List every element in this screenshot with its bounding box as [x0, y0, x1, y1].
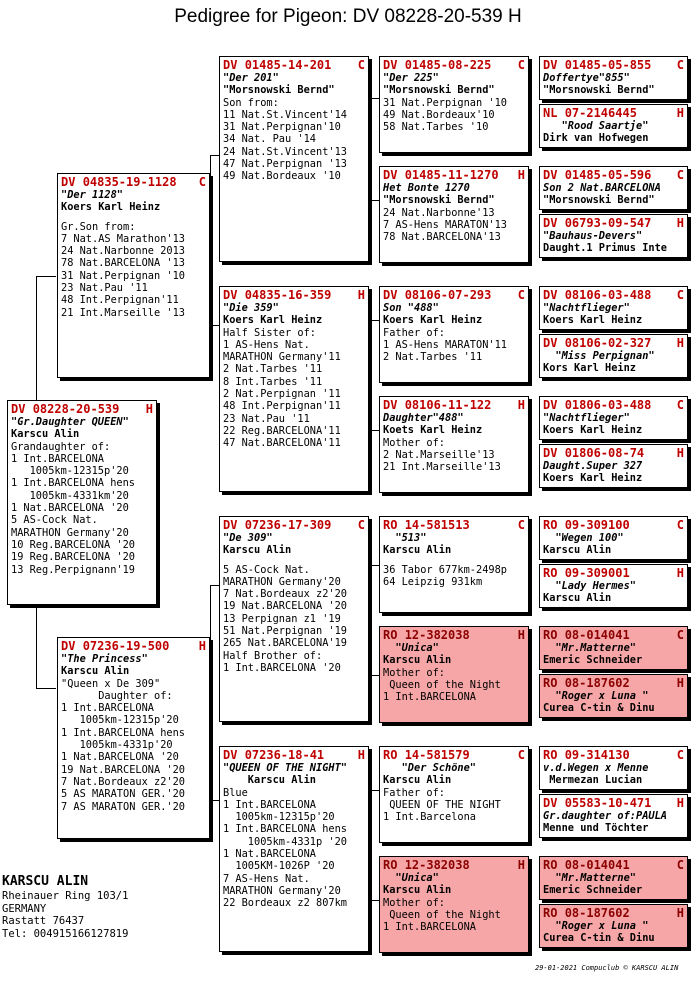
pigeon-card-ggp-5[interactable]	[379, 516, 529, 613]
connector-line	[370, 320, 379, 321]
ring-number: DV 04835-19-1128 C	[61, 175, 206, 189]
pigeon-name: "Miss Perpignan"	[543, 350, 655, 362]
pigeon-owner: Karscu Alin	[223, 774, 316, 787]
pigeon-owner: Karscu Alin	[383, 654, 452, 667]
connector-line	[210, 585, 211, 800]
ring-number: RO 08-187602 H	[543, 906, 684, 920]
pigeon-results: 24 Nat.Narbonne'13 7 AS-Hens MARATON'13 78 Nat.BARCELONA'13	[383, 206, 507, 244]
ring-number: DV 08106-11-122 H	[383, 398, 525, 412]
connector-line	[370, 430, 379, 431]
pigeon-card-gggp-3[interactable]	[539, 166, 688, 210]
pigeon-card-sire-dam[interactable]	[219, 286, 369, 492]
pigeon-name: Doffertye"855"	[543, 72, 630, 84]
connector-line	[210, 155, 219, 156]
pigeon-owner: Koers Karl Heinz	[383, 314, 483, 327]
pigeon-results: Father of: QUEEN OF THE NIGHT 1 Int.Barcelona	[383, 786, 501, 824]
pigeon-owner: Karscu Alin	[383, 774, 452, 787]
breeder-street: Rheinauer Ring 103/1	[2, 890, 129, 902]
connector-line	[370, 98, 371, 200]
pigeon-card-gggp-11[interactable]	[539, 626, 688, 670]
pigeon-name: "Der 1128"	[61, 189, 123, 201]
pigeon-name: Son "488"	[383, 302, 439, 314]
pigeon-card-ggp-4[interactable]	[379, 396, 529, 493]
pigeon-card-gggp-8[interactable]	[539, 444, 688, 488]
pigeon-card-gggp-6[interactable]	[539, 334, 688, 378]
pigeon-name: Daught.Super 327	[543, 460, 643, 472]
pigeon-owner: Mermezan Lucian	[543, 774, 643, 787]
ring-number: DV 05583-10-471 H	[543, 796, 684, 810]
pigeon-owner: Karscu Alin	[61, 665, 130, 678]
pigeon-name: "Der 225"	[383, 72, 439, 84]
pigeon-name: "Lady Hermes"	[543, 580, 636, 592]
connector-line	[36, 276, 37, 402]
pigeon-card-dam-sire[interactable]	[219, 516, 369, 722]
ring-number: RO 08-187602 H	[543, 676, 684, 690]
pigeon-card-gggp-4[interactable]	[539, 214, 688, 258]
breeder-country: GERMANY	[2, 902, 47, 915]
connector-line	[210, 585, 219, 586]
connector-line	[36, 604, 37, 688]
pigeon-name: "513"	[383, 532, 427, 544]
ring-number: DV 08106-03-488 C	[543, 288, 684, 302]
pigeon-name: "Nachtflieger"	[543, 302, 630, 314]
ring-number: DV 01485-11-1270 H	[383, 168, 525, 182]
pigeon-name: "Gr.Daughter QUEEN"	[11, 416, 129, 428]
pigeon-results: Father of: 1 AS-Hens MARATON'11 2 Nat.Tarbes '11	[383, 326, 507, 364]
pigeon-results: Mother of: Queen of the Night 1 Int.BARCELONA	[383, 896, 501, 934]
pigeon-owner: Koers Karl Heinz	[543, 472, 643, 485]
ring-number: RO 08-014041 C	[543, 858, 684, 872]
ring-number: DV 07236-17-309 C	[223, 518, 365, 532]
pigeon-owner: Curea C-tin & Dinu	[543, 702, 655, 715]
ring-number: DV 07236-18-41 H	[223, 748, 365, 762]
pigeon-owner: Koers Karl Heinz	[543, 424, 643, 437]
connector-line	[370, 790, 379, 791]
page-title: Pedigree for Pigeon: DV 08228-20-539 H	[174, 6, 522, 27]
pigeon-owner: Koers Karl Heinz	[61, 201, 161, 214]
ring-number: DV 08228-20-539 H	[11, 402, 153, 416]
pigeon-card-gggp-5[interactable]	[539, 286, 688, 330]
pigeon-name: "Unica"	[383, 872, 439, 884]
pigeon-card-gggp-2[interactable]	[539, 104, 688, 148]
pigeon-owner: Karscu Alin	[11, 428, 80, 441]
ring-number: DV 06793-09-547 H	[543, 216, 684, 230]
pigeon-name: Son 2 Nat.BARCELONA	[543, 182, 661, 194]
ring-number: DV 04835-16-359 H	[223, 288, 365, 302]
pigeon-name: "Roger x Luna "	[543, 920, 649, 932]
pigeon-card-ggp-1[interactable]	[379, 56, 529, 153]
ring-number: RO 08-014041 C	[543, 628, 684, 642]
ring-number: DV 08106-07-293 C	[383, 288, 525, 302]
ring-number: DV 01485-05-855 C	[543, 58, 684, 72]
pigeon-name: "Rood Saartje"	[543, 120, 649, 132]
pigeon-card-subject[interactable]	[7, 400, 157, 605]
pigeon-card-gggp-16[interactable]	[539, 904, 688, 948]
pigeon-card-sire[interactable]	[57, 173, 210, 378]
ring-number: RO 09-314130 C	[543, 748, 684, 762]
pigeon-name: "De 309"	[223, 532, 273, 544]
breeder-phone: Tel: 004915166127819	[2, 927, 129, 940]
pigeon-results: Half Sister of: 1 AS-Hens Nat. MARATHON Germany'11 2 Nat.Tarbes '11 8 Int.Tarbes '11 2 Nat.Perpignan '11 48 Int.Perpignan'11 23 Nat.Pau '11 22 Reg.BARCELONA'11 47 Nat.BARCELONA'11	[223, 326, 341, 450]
connector-line	[370, 200, 379, 201]
ring-number: RO 14-581513 C	[383, 518, 525, 532]
pigeon-card-gggp-9[interactable]	[539, 516, 688, 560]
pigeon-name: "QUEEN OF THE NIGHT"	[223, 762, 347, 774]
pigeon-owner: Koets Karl Heinz	[383, 424, 483, 437]
pigeon-owner: Dirk van Hofwegen	[543, 132, 649, 145]
pigeon-owner: "Morsnowski Bernd"	[543, 84, 655, 97]
pigeon-name: "Die 359"	[223, 302, 279, 314]
ring-number: RO 12-382038 H	[383, 858, 525, 872]
ring-number: DV 01806-03-488 C	[543, 398, 684, 412]
pigeon-card-ggp-3[interactable]	[379, 286, 529, 383]
connector-line	[210, 155, 211, 325]
pigeon-card-dam-dam[interactable]	[219, 746, 369, 952]
pigeon-owner: Karscu Alin	[543, 544, 612, 557]
pigeon-name: "Roger x Luna "	[543, 690, 649, 702]
pigeon-name: "Der Schöne"	[383, 762, 476, 774]
pigeon-owner: Daught.1 Primus Inte	[543, 242, 667, 255]
pigeon-owner: Emeric Schneider	[543, 654, 643, 667]
connector-line	[370, 565, 379, 566]
pigeon-name: Gr.daughter of:PAULA	[543, 810, 667, 822]
pigeon-results: "Queen x De 309" Daughter of: 1 Int.BARCELONA 1005km-12315p'20 1 Int.BARCELONA hens 1005km-4331p'20 1 Nat.BARCELONA '20 19 Nat.BARCELONA '20 7 Nat.Bordeaux z2'20 5 AS MARATON GER.'20 7 AS MARATON GER.'20	[61, 677, 185, 813]
pigeon-owner: Koers Karl Heinz	[223, 314, 323, 327]
connector-line	[370, 675, 379, 676]
pigeon-card-gggp-14[interactable]	[539, 794, 688, 838]
ring-number: DV 01485-14-201 C	[223, 58, 365, 72]
connector-line	[370, 900, 379, 901]
pigeon-results: Mother of: Queen of the Night 1 Int.BARCELONA	[383, 666, 501, 704]
pigeon-results: Mother of: 2 Nat.Marseille'13 21 Int.Marseille'13	[383, 436, 501, 474]
pigeon-name: "Unica"	[383, 642, 439, 654]
pigeon-owner: Kors Karl Heinz	[543, 362, 636, 375]
footer-credit: 29-01-2021 Compuclub © KARSCU ALIN	[535, 964, 679, 972]
pigeon-owner: Curea C-tin & Dinu	[543, 932, 655, 945]
pigeon-owner: Koers Karl Heinz	[543, 314, 643, 327]
pigeon-name: Het Bonte 1270	[383, 182, 470, 194]
pigeon-owner: "Morsnowski Bernd"	[383, 194, 495, 207]
pigeon-owner: "Morsnowski Bernd"	[383, 84, 495, 97]
pigeon-name: "Nachtflieger"	[543, 412, 630, 424]
connector-line	[370, 790, 371, 900]
ring-number: RO 09-309100 C	[543, 518, 684, 532]
pigeon-name: "Mr.Matterne"	[543, 872, 636, 884]
connector-line	[370, 320, 371, 430]
pigeon-name: v.d.Wegen x Menne	[543, 762, 649, 774]
pigeon-name: Daughter"488"	[383, 412, 464, 424]
pigeon-results: Gr.Son from: 7 Nat.AS Marathon'13 24 Nat.Narbonne 2013 78 Nat.BARCELONA '13 31 Nat.Perpignan '10 23 Nat.Pau '11 48 Int.Perpignan'11 21 Int.Marseille '13	[61, 220, 185, 319]
pigeon-owner: Karscu Alin	[543, 592, 612, 605]
pigeon-card-dam[interactable]	[57, 637, 210, 839]
ring-number: RO 09-309001 H	[543, 566, 684, 580]
pigeon-name: "Wegen 100"	[543, 532, 624, 544]
breeder-name: KARSCU ALIN	[2, 874, 89, 889]
pigeon-results: 36 Tabor 677km-2498p 64 Leipzig 931km	[383, 563, 507, 588]
breeder-address	[2, 873, 128, 940]
pigeon-owner: Menne und Töchter	[543, 822, 649, 835]
connector-line	[210, 800, 219, 801]
pigeon-results: Blue 1 Int.BARCELONA 1005km-12315p'20 1 Int.BARCELONA hens 1005km-4331p '20 1 Nat.BARCELONA 1005KM-1026P '20 7 AS-Hens Nat. MARATHON Germany'20 22 Bordeaux z2 807km	[223, 786, 347, 910]
ring-number: DV 01485-05-596 C	[543, 168, 684, 182]
connector-line	[36, 688, 56, 689]
pigeon-results: Grandaughter of: 1 Int.BARCELONA 1005km-12315p'20 1 Int.BARCELONA hens 1005km-4331km'20 1 Nat.BARCELONA '20 5 AS-Cock Nat. MARATHON Germany'20 10 Reg.BARCELONA '20 19 Reg.BARCELONA '20 13 Reg.Perpignann'19	[11, 440, 135, 576]
pigeon-card-ggp-7[interactable]	[379, 746, 529, 843]
ring-number: RO 12-382038 H	[383, 628, 525, 642]
pigeon-card-gggp-10[interactable]	[539, 564, 688, 608]
pigeon-results: 31 Nat.Perpignan '10 49 Nat.Bordeaux'10 58 Nat.Tarbes '10	[383, 96, 507, 134]
connector-line	[370, 565, 371, 675]
pigeon-results: 5 AS-Cock Nat. MARATHON Germany'20 7 Nat.Bordeaux z2'20 19 Nat.BARCELONA '20 13 Perpignan z1 '19 51 Nat.Perpignan '19 265 Nat.BARCELONA'19 Half Brother of: 1 Int.BARCELONA '20	[223, 563, 347, 674]
pigeon-results: Son from: 11 Nat.St.Vincent'14 31 Nat.Perpignan'10 34 Nat. Pau '14 24 Nat.St.Vincent'13 47 Nat.Perpignan '13 49 Nat.Bordeaux '10	[223, 96, 347, 183]
pigeon-card-ggp-8[interactable]	[379, 856, 529, 953]
ring-number: DV 01485-08-225 C	[383, 58, 525, 72]
breeder-city: Rastatt 76437	[2, 915, 85, 927]
pigeon-owner: Karscu Alin	[223, 544, 292, 557]
pigeon-owner: "Morsnowski Bernd"	[543, 194, 655, 207]
pigeon-card-ggp-6[interactable]	[379, 626, 529, 723]
ring-number: RO 14-581579 C	[383, 748, 525, 762]
pigeon-card-gggp-15[interactable]	[539, 856, 688, 900]
ring-number: DV 07236-19-500 H	[61, 639, 206, 653]
pigeon-owner: "Morsnowski Bernd"	[223, 84, 335, 97]
connector-line	[210, 325, 219, 326]
pigeon-owner: Emeric Schneider	[543, 884, 643, 897]
connector-line	[370, 98, 379, 99]
pigeon-owner: Karscu Alin	[383, 884, 452, 897]
pigeon-card-gggp-7[interactable]	[539, 396, 688, 440]
pigeon-card-ggp-2[interactable]	[379, 166, 529, 263]
pigeon-name: "The Princess"	[61, 653, 148, 665]
connector-line	[36, 276, 56, 277]
pigeon-card-gggp-12[interactable]	[539, 674, 688, 718]
ring-number: DV 01806-08-74 H	[543, 446, 684, 460]
pigeon-card-sire-sire[interactable]	[219, 56, 369, 262]
pigeon-card-gggp-1[interactable]	[539, 56, 688, 100]
ring-number: DV 08106-02-327 H	[543, 336, 684, 350]
pigeon-owner: Karscu Alin	[383, 544, 452, 557]
ring-number: NL 07-2146445 H	[543, 106, 684, 120]
pigeon-name: "Der 201"	[223, 72, 279, 84]
pigeon-name: "Bauhaus-Devers"	[543, 230, 643, 242]
pigeon-name: "Mr.Matterne"	[543, 642, 636, 654]
pigeon-card-gggp-13[interactable]	[539, 746, 688, 790]
